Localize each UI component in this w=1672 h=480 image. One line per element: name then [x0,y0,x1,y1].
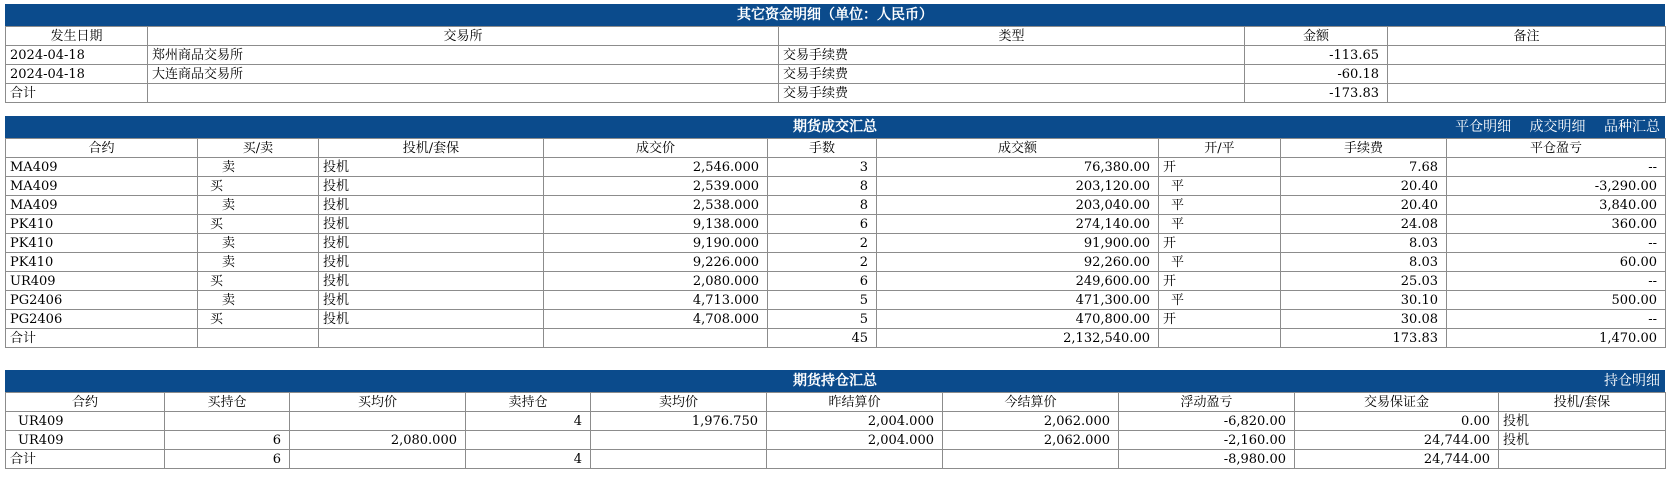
other-funds-header-row [6,27,1666,46]
total-settle-cell [943,450,1119,469]
total-exchange [148,84,779,103]
side-cell: 买 [198,272,319,291]
openclose-cell: 平 [1159,291,1281,310]
trade-summary-title-bar [5,116,1665,138]
contract-cell: PK410 [6,253,198,272]
side-cell: 买 [198,215,319,234]
close-pnl-cell: 3,840.00 [1447,196,1666,215]
total-short-avg-cell [591,450,767,469]
close-pnl-cell: -3,290.00 [1447,177,1666,196]
table-row [6,291,1666,310]
side-cell: 买 [198,177,319,196]
close-pnl-cell: 360.00 [1447,215,1666,234]
long-pos-cell [165,412,290,431]
hedge-cell: 投机 [319,272,544,291]
remark-cell [1388,46,1666,65]
openclose-cell: 平 [1159,253,1281,272]
type-cell: 交易手续费 [779,65,1245,84]
total-turnover-cell: 2,132,540.00 [877,329,1159,348]
hedge-cell: 投机 [319,196,544,215]
side-cell: 卖 [198,196,319,215]
total-margin-cell: 24,744.00 [1295,450,1499,469]
long-pos-cell: 6 [165,431,290,450]
col-float-pnl-header: 浮动盈亏 [1119,393,1295,412]
position-detail-link[interactable]: 持仓明细 [1604,373,1660,389]
float-pnl-cell: -6,820.00 [1119,412,1295,431]
side-cell: 卖 [198,253,319,272]
hedge-cell: 投机 [319,291,544,310]
fee-cell: 7.68 [1281,158,1447,177]
product-summary-link[interactable]: 品种汇总 [1604,119,1660,135]
fee-cell: 20.40 [1281,196,1447,215]
contract-cell: PK410 [6,234,198,253]
close-pnl-cell: 60.00 [1447,253,1666,272]
exchange-cell: 大连商品交易所 [148,65,779,84]
col-fee-header: 手续费 [1281,139,1447,158]
col-long-avg-header: 买均价 [290,393,466,412]
col-close-pnl-header: 平仓盈亏 [1447,139,1666,158]
openclose-cell: 平 [1159,215,1281,234]
total-amount: -173.83 [1245,84,1388,103]
col-contract-header: 合约 [6,393,165,412]
total-contract-cell: 合计 [6,450,165,469]
fee-cell: 30.08 [1281,310,1447,329]
openclose-cell: 平 [1159,196,1281,215]
prev-settle-cell: 2,004.000 [767,412,943,431]
turnover-cell: 92,260.00 [877,253,1159,272]
total-row [6,329,1666,348]
turnover-cell: 249,600.00 [877,272,1159,291]
price-cell: 2,539.000 [544,177,768,196]
lots-cell: 5 [768,291,877,310]
price-cell: 9,190.000 [544,234,768,253]
total-fee-cell: 173.83 [1281,329,1447,348]
contract-cell: MA409 [6,196,198,215]
table-row [6,65,1666,84]
long-avg-cell [290,412,466,431]
table-row [6,272,1666,291]
long-avg-cell: 2,080.000 [290,431,466,450]
price-cell: 2,538.000 [544,196,768,215]
trade-summary-body [6,158,1666,348]
table-row [6,234,1666,253]
contract-cell: UR409 [6,412,165,431]
date-cell: 2024-04-18 [6,46,148,65]
table-row [6,158,1666,177]
fee-cell: 20.40 [1281,177,1447,196]
settle-cell: 2,062.000 [943,412,1119,431]
trade-detail-link[interactable]: 成交明细 [1529,119,1586,135]
side-cell: 卖 [198,234,319,253]
price-cell: 4,713.000 [544,291,768,310]
col-prev-settle-header: 昨结算价 [767,393,943,412]
total-type: 交易手续费 [779,84,1245,103]
price-cell: 9,226.000 [544,253,768,272]
col-short-pos-header: 卖持仓 [466,393,591,412]
total-label: 合计 [6,84,148,103]
lots-cell: 5 [768,310,877,329]
total-prev-settle-cell [767,450,943,469]
close-pnl-cell: -- [1447,272,1666,291]
position-summary-body [6,412,1666,469]
price-cell: 9,138.000 [544,215,768,234]
price-cell: 2,080.000 [544,272,768,291]
settle-cell: 2,062.000 [943,431,1119,450]
price-cell: 4,708.000 [544,310,768,329]
close-detail-link[interactable]: 平仓明细 [1455,119,1512,135]
table-row [6,177,1666,196]
position-summary-title-bar [5,370,1665,392]
table-row [6,215,1666,234]
fee-cell: 8.03 [1281,253,1447,272]
col-remark-header: 备注 [1388,27,1666,46]
trade-header-row [6,139,1666,158]
close-pnl-cell: -- [1447,234,1666,253]
total-short-pos-cell: 4 [466,450,591,469]
table-row [6,46,1666,65]
total-remark [1388,84,1666,103]
col-hedge-header: 投机/套保 [319,139,544,158]
position-summary-links [1590,371,1660,391]
col-date-header: 发生日期 [6,27,148,46]
amount-cell: -60.18 [1245,65,1388,84]
total-hedge-cell [319,329,544,348]
other-funds-table [5,26,1666,103]
trade-summary-title: 期货成交汇总 [793,119,877,135]
position-summary-title: 期货持仓汇总 [793,373,877,389]
total-row [6,84,1666,103]
turnover-cell: 470,800.00 [877,310,1159,329]
side-cell: 卖 [198,291,319,310]
total-hedge-cell [1499,450,1666,469]
contract-cell: PG2406 [6,310,198,329]
col-margin-header: 交易保证金 [1295,393,1499,412]
date-cell: 2024-04-18 [6,65,148,84]
trade-summary-table [5,138,1666,348]
contract-cell: UR409 [6,272,198,291]
hedge-cell: 投机 [1499,412,1666,431]
turnover-cell: 203,040.00 [877,196,1159,215]
table-row [6,196,1666,215]
total-close-pnl-cell: 1,470.00 [1447,329,1666,348]
position-summary-table [5,392,1666,469]
margin-cell: 24,744.00 [1295,431,1499,450]
fee-cell: 8.03 [1281,234,1447,253]
position-summary-section [5,370,1665,469]
col-side-header: 买/卖 [198,139,319,158]
lots-cell: 6 [768,215,877,234]
type-cell: 交易手续费 [779,46,1245,65]
openclose-cell: 开 [1159,310,1281,329]
total-contract-cell: 合计 [6,329,198,348]
prev-settle-cell: 2,004.000 [767,431,943,450]
exchange-cell: 郑州商品交易所 [148,46,779,65]
trade-summary-section [5,116,1665,348]
turnover-cell: 274,140.00 [877,215,1159,234]
close-pnl-cell: 500.00 [1447,291,1666,310]
turnover-cell: 76,380.00 [877,158,1159,177]
lots-cell: 3 [768,158,877,177]
close-pnl-cell: -- [1447,310,1666,329]
total-lots-cell: 45 [768,329,877,348]
col-turnover-header: 成交额 [877,139,1159,158]
float-pnl-cell: -2,160.00 [1119,431,1295,450]
col-exchange-header: 交易所 [148,27,779,46]
table-row [6,431,1666,450]
fee-cell: 25.03 [1281,272,1447,291]
total-price-cell [544,329,768,348]
hedge-cell: 投机 [319,158,544,177]
lots-cell: 2 [768,234,877,253]
lots-cell: 6 [768,272,877,291]
total-side-cell [198,329,319,348]
table-row [6,310,1666,329]
contract-cell: MA409 [6,177,198,196]
col-openclose-header: 开/平 [1159,139,1281,158]
short-pos-cell [466,431,591,450]
total-long-avg-cell [290,450,466,469]
turnover-cell: 91,900.00 [877,234,1159,253]
openclose-cell: 开 [1159,272,1281,291]
table-row [6,412,1666,431]
hedge-cell: 投机 [319,310,544,329]
col-settle-header: 今结算价 [943,393,1119,412]
col-type-header: 类型 [779,27,1245,46]
col-amount-header: 金额 [1245,27,1388,46]
amount-cell: -113.65 [1245,46,1388,65]
col-long-pos-header: 买持仓 [165,393,290,412]
hedge-cell: 投机 [319,234,544,253]
openclose-cell: 开 [1159,234,1281,253]
short-avg-cell: 1,976.750 [591,412,767,431]
position-header-row [6,393,1666,412]
col-lots-header: 手数 [768,139,877,158]
hedge-cell: 投机 [319,177,544,196]
close-pnl-cell: -- [1447,158,1666,177]
contract-cell: PG2406 [6,291,198,310]
contract-cell: UR409 [6,431,165,450]
turnover-cell: 203,120.00 [877,177,1159,196]
turnover-cell: 471,300.00 [877,291,1159,310]
lots-cell: 8 [768,177,877,196]
col-hedge-header: 投机/套保 [1499,393,1666,412]
openclose-cell: 平 [1159,177,1281,196]
other-funds-section [5,4,1665,103]
total-long-pos-cell: 6 [165,450,290,469]
contract-cell: MA409 [6,158,198,177]
other-funds-title: 其它资金明细（单位：人民币） [5,4,1665,26]
openclose-cell: 开 [1159,158,1281,177]
fee-cell: 30.10 [1281,291,1447,310]
contract-cell: PK410 [6,215,198,234]
side-cell: 买 [198,310,319,329]
hedge-cell: 投机 [319,253,544,272]
short-pos-cell: 4 [466,412,591,431]
col-short-avg-header: 卖均价 [591,393,767,412]
lots-cell: 8 [768,196,877,215]
total-openclose-cell [1159,329,1281,348]
lots-cell: 2 [768,253,877,272]
price-cell: 2,546.000 [544,158,768,177]
total-float-pnl-cell: -8,980.00 [1119,450,1295,469]
remark-cell [1388,65,1666,84]
col-price-header: 成交价 [544,139,768,158]
fee-cell: 24.08 [1281,215,1447,234]
trade-summary-links [1441,117,1660,137]
total-row [6,450,1666,469]
margin-cell: 0.00 [1295,412,1499,431]
hedge-cell: 投机 [319,215,544,234]
table-row [6,253,1666,272]
short-avg-cell [591,431,767,450]
col-contract-header: 合约 [6,139,198,158]
hedge-cell: 投机 [1499,431,1666,450]
side-cell: 卖 [198,158,319,177]
